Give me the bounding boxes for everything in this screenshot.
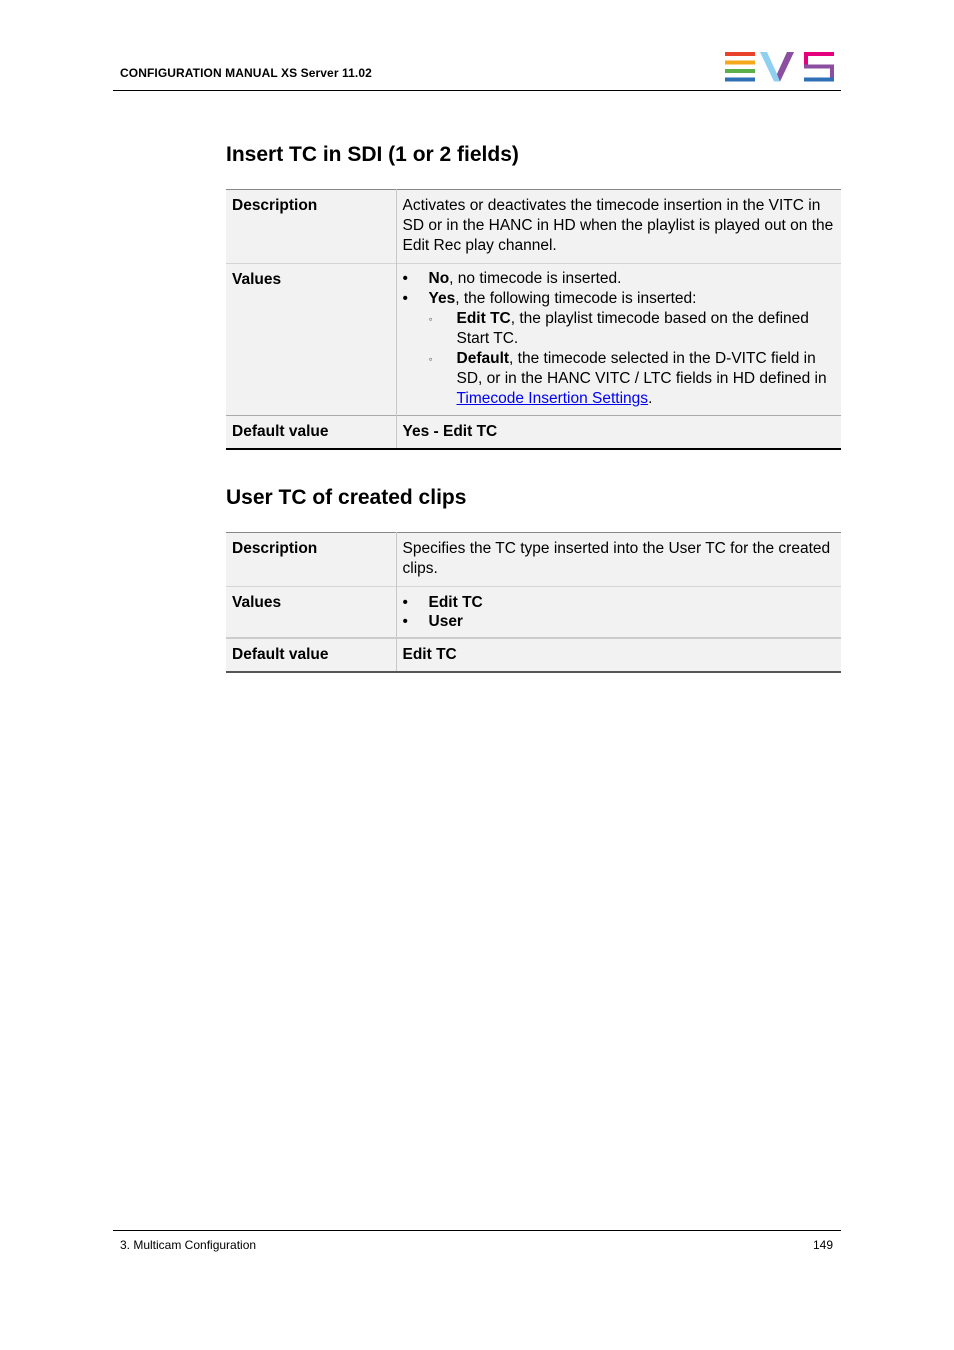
table-row-values <box>226 264 841 416</box>
row-value: Specifies the TC type inserted into the User TC for the created clips. <box>396 533 841 587</box>
sub-values-list <box>429 309 836 409</box>
table-row-default <box>226 416 841 450</box>
list-item: • No, no timecode is inserted. <box>403 269 836 289</box>
list-item: ◦ Default, the timecode selected in the D-VITC field in SD, or in the HANC VITC / LTC fields in HD defined in Timecode Insertion Settings. <box>429 349 836 409</box>
row-label: Description <box>226 190 396 264</box>
row-label: Default value <box>226 638 396 672</box>
row-label: Description <box>226 533 396 587</box>
timecode-insertion-settings-link[interactable]: Timecode Insertion Settings <box>456 390 649 407</box>
list-item: ◦ Edit TC, the playlist timecode based on the defined Start TC. <box>429 309 836 349</box>
row-value <box>396 264 841 416</box>
evs-logo-icon <box>725 52 835 82</box>
property-table-user-tc <box>226 532 841 673</box>
list-item: • Yes, the following timecode is inserted: ◦ Edit TC, the playlist timecode based on the defined Start TC. ◦ Default, the timecode selected in the D-VITC field in SD, or in the HANC VITC / LTC fields in HD defined in Timecode Insertion Settings. <box>403 289 836 409</box>
running-header-title: CONFIGURATION MANUAL XS Server 11.02 <box>120 66 372 80</box>
row-label: Values <box>226 587 396 639</box>
header-divider <box>113 90 841 91</box>
row-label: Default value <box>226 416 396 450</box>
row-value: Yes - Edit TC <box>396 416 841 450</box>
page-number: 149 <box>812 1238 833 1252</box>
table-row-description <box>226 533 841 587</box>
table-row-description <box>226 190 841 264</box>
row-label: Values <box>226 264 396 416</box>
row-value <box>396 587 841 639</box>
list-item: • User <box>403 612 836 631</box>
section-title-insert-tc: Insert TC in SDI (1 or 2 fields) <box>226 143 519 166</box>
table-row-values <box>226 587 841 639</box>
row-value: Edit TC <box>396 638 841 672</box>
property-table-insert-tc <box>226 189 841 450</box>
section-title-user-tc: User TC of created clips <box>226 486 467 509</box>
footer-divider <box>113 1230 841 1231</box>
list-item: • Edit TC <box>403 593 836 612</box>
values-list <box>403 593 836 631</box>
values-list <box>403 269 836 409</box>
row-value: Activates or deactivates the timecode insertion in the VITC in SD or in the HANC in HD when the playlist is played out on the Edit Rec play channel. <box>396 190 841 264</box>
footer-chapter: 3. Multicam Configuration <box>120 1238 257 1252</box>
table-row-default <box>226 638 841 672</box>
